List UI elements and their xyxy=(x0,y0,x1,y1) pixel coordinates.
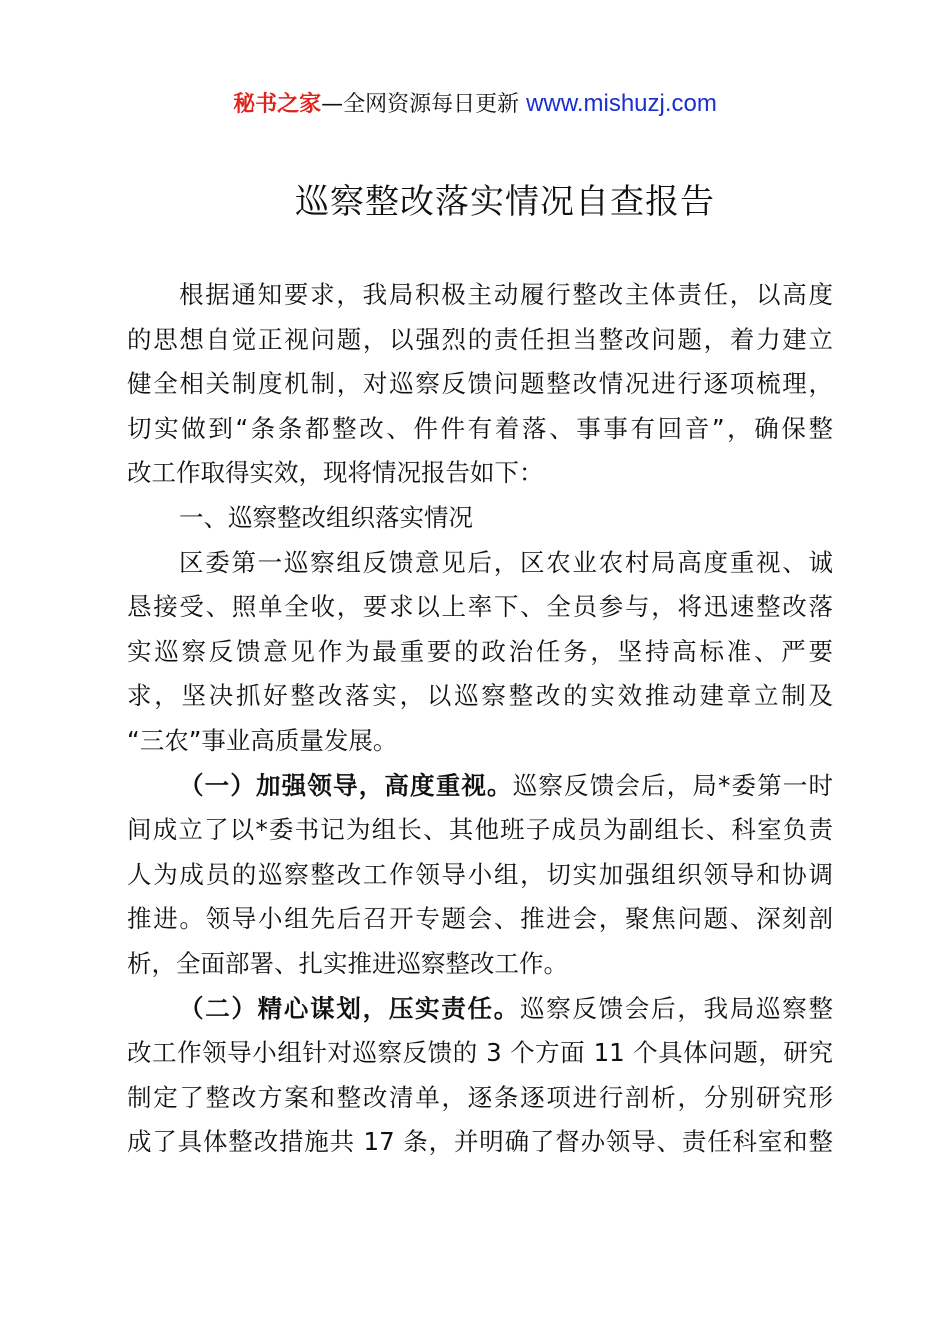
text-line: 实巡察反馈意见作为最重要的政治任务，坚持高标准、严要 xyxy=(127,636,833,666)
text-line xyxy=(127,764,833,809)
text-line: 区委第一巡察组反馈意见后，区农业农村局高度重视、诚 xyxy=(179,547,833,577)
text-line: 推进。领导小组先后召开专题会、推进会，聚焦问题、深刻剖 xyxy=(127,904,833,934)
text-line: 改工作取得实效，现将情况报告如下： xyxy=(127,458,544,488)
text-line: 制定了整改方案和整改清单，逐条逐项进行剖析，分别研究形 xyxy=(127,1082,833,1112)
text-run: 巡察反馈会后，我局巡察整 xyxy=(519,993,834,1023)
site-header xyxy=(0,88,950,121)
text-line: 健全相关制度机制，对巡察反馈问题整改情况进行逐项梳理， xyxy=(127,369,833,399)
subheading: （二）精心谋划，压实责任。 xyxy=(179,993,520,1023)
text-line: 根据通知要求，我局积极主动履行整改主体责任，以高度 xyxy=(179,280,833,309)
subheading: （一）加强领导，高度重视。 xyxy=(179,770,513,800)
document-title: 巡察整改落实情况自查报告 xyxy=(295,182,715,222)
text-line: 析，全面部署、扎实推进巡察整改工作。 xyxy=(127,948,568,978)
document-body xyxy=(127,273,833,1165)
brand-name: 秘书之家 xyxy=(233,92,322,117)
header-slogan: —全网资源每日更新 xyxy=(321,92,527,117)
text-line xyxy=(127,987,833,1032)
text-line: 改工作领导小组针对巡察反馈的 3 个方面 11 个具体问题，研究 xyxy=(127,1038,833,1068)
text-line: “三农”事业高质量发展。 xyxy=(127,725,398,755)
text-line: 的思想自觉正视问题，以强烈的责任担当整改问题，着力建立 xyxy=(127,324,833,354)
text-line: 间成立了以*委书记为组长、其他班子成员为副组长、科室负责 xyxy=(127,815,833,845)
text-run: 巡察反馈会后，局*委第一时 xyxy=(512,770,834,800)
header-url-link[interactable]: www.mishuzj.com xyxy=(526,90,717,117)
text-line: 成了具体整改措施共 17 条，并明确了督办领导、责任科室和整 xyxy=(127,1127,833,1157)
text-line: 切实做到“条条都整改、件件有着落、事事有回音”，确保整 xyxy=(127,413,833,443)
section-heading: 一、巡察整改组织落实情况 xyxy=(179,502,473,532)
text-line: 人为成员的巡察整改工作领导小组，切实加强组织领导和协调 xyxy=(127,859,833,889)
text-line: 恳接受、照单全收，要求以上率下、全员参与，将迅速整改落 xyxy=(127,592,833,622)
text-line: 求，坚决抓好整改落实，以巡察整改的实效推动建章立制及 xyxy=(127,681,833,711)
